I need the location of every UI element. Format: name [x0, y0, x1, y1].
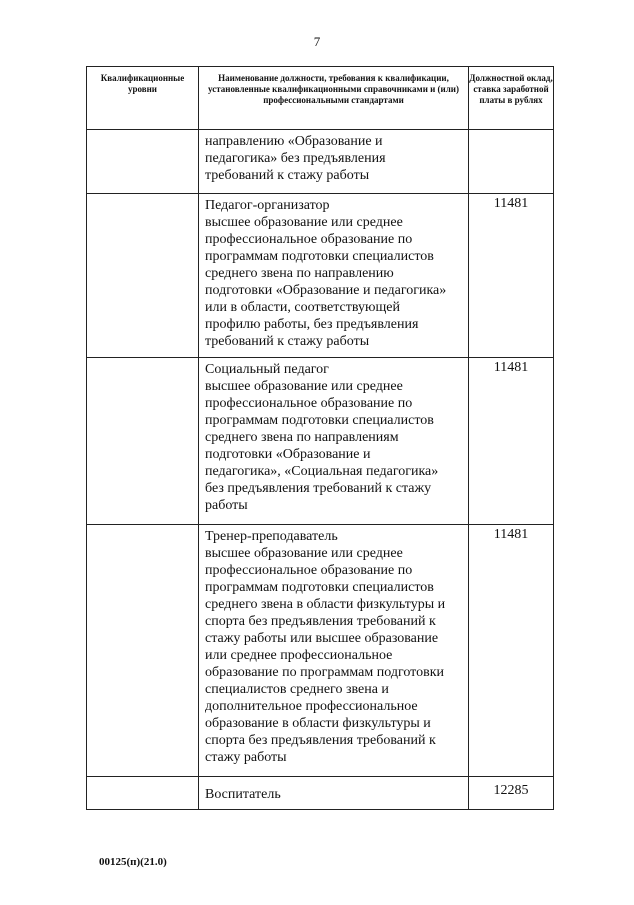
position-cell: [199, 358, 469, 524]
position-title: Воспитатель: [205, 787, 281, 802]
qualification-level-cell: [87, 525, 199, 776]
requirement-line: программам подготовки специалистов: [205, 249, 434, 264]
requirement-line: дополнительное профессиональное: [205, 699, 418, 714]
requirement-line: высшее образование или среднее: [205, 215, 403, 230]
requirement-line: спорта без предъявления требований к: [205, 614, 436, 629]
position-cell: [199, 130, 469, 193]
requirement-line: образование по программам подготовки: [205, 665, 445, 680]
requirement-line: подготовки «Образование и педагогика»: [205, 283, 447, 298]
document-code: 00125(п)(21.0): [99, 856, 167, 868]
requirement-line: подготовки «Образование и: [205, 447, 371, 462]
salary-cell: 11481: [493, 196, 529, 211]
table-row: [87, 194, 553, 358]
position-title: Тренер-преподаватель: [205, 529, 338, 544]
requirement-line: работы: [205, 498, 248, 513]
header-position-requirements: Наименование должности, требования к квалификации, установленные квалификационными справочниками и (или) профессиональными стандартами: [199, 67, 469, 129]
qualification-level-cell: [87, 777, 199, 809]
position-title: Педагог-организатор: [205, 198, 330, 213]
salary-table: [86, 66, 554, 810]
position-cell: [199, 777, 469, 809]
requirement-line: среднего звена по направлениям: [205, 430, 399, 445]
table-row: [87, 777, 553, 810]
requirement-line: профессиональное образование по: [205, 232, 413, 247]
requirement-line: профессиональное образование по: [205, 396, 413, 411]
requirement-line: программам подготовки специалистов: [205, 413, 434, 428]
requirement-line: специалистов среднего звена и: [205, 682, 389, 697]
qualification-level-cell: [87, 358, 199, 524]
requirement-line: спорта без предъявления требований к: [205, 733, 436, 748]
requirement-line: среднего звена в области физкультуры и: [205, 597, 446, 612]
requirement-line: стажу работы: [205, 750, 287, 765]
requirement-line: педагогика» без предъявления: [205, 151, 386, 166]
table-header-row: [87, 66, 553, 130]
requirement-line: образование в области физкультуры и: [205, 716, 431, 731]
salary-cell: 11481: [493, 360, 529, 375]
requirement-line: среднего звена по направлению: [205, 266, 394, 281]
qualification-level-cell: [87, 194, 199, 357]
table-row: [87, 130, 553, 194]
position-title: Социальный педагог: [205, 362, 329, 377]
requirement-line: или в области, соответствующей: [205, 300, 400, 315]
salary-cell: 11481: [493, 527, 529, 542]
qualification-level-cell: [87, 130, 199, 193]
requirement-line: или среднее профессиональное: [205, 648, 393, 663]
header-salary: Должностной оклад, ставка заработной платы в рублях: [469, 73, 553, 105]
position-cell: [199, 194, 469, 357]
requirement-line: направлению «Образование и: [205, 134, 383, 149]
requirement-line: высшее образование или среднее: [205, 379, 403, 394]
salary-cell: 12285: [493, 783, 529, 798]
requirement-line: высшее образование или среднее: [205, 546, 403, 561]
table-row: [87, 525, 553, 777]
requirement-line: программам подготовки специалистов: [205, 580, 434, 595]
requirement-line: требований к стажу работы: [205, 168, 370, 183]
requirement-line: профессиональное образование по: [205, 563, 413, 578]
table-row: [87, 358, 553, 525]
page-number: 7: [313, 34, 321, 49]
requirement-line: без предъявления требований к стажу: [205, 481, 432, 496]
salary-cell: [469, 130, 553, 193]
requirement-line: педагогика», «Социальная педагогика»: [205, 464, 439, 479]
requirement-line: требований к стажу работы: [205, 334, 370, 349]
requirement-line: стажу работы или высшее образование: [205, 631, 439, 646]
header-qualification-levels: Квалификационные уровни: [87, 67, 199, 129]
requirement-line: профилю работы, без предъявления: [205, 317, 419, 332]
position-cell: [199, 525, 469, 776]
